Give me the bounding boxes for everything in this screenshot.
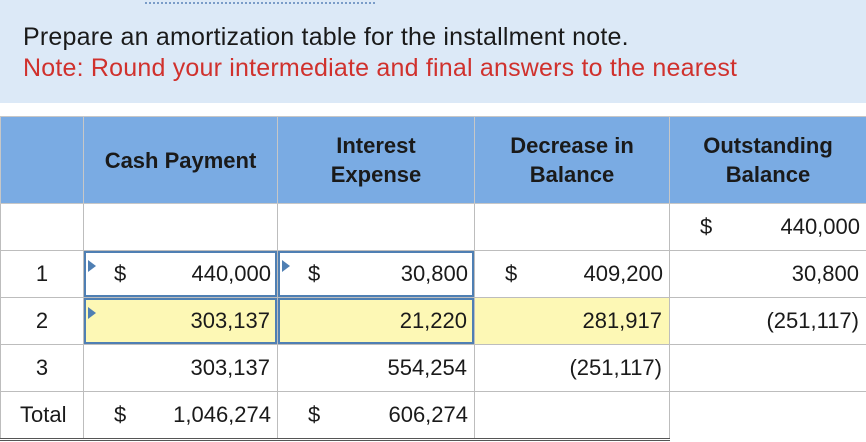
total-cash-payment-value: 1,046,274 xyxy=(173,402,271,427)
header-cash-payment: Cash Payment xyxy=(84,117,278,204)
interest-expense-input[interactable]: 21,220 xyxy=(278,298,475,345)
dotted-divider xyxy=(145,2,375,4)
rounding-note: Note: Round your intermediate and final answers to the nearest xyxy=(23,54,738,82)
amortization-table xyxy=(0,116,866,441)
total-row xyxy=(1,392,866,440)
decrease-value: 409,200 xyxy=(583,261,663,286)
decrease-cell xyxy=(475,204,670,251)
outstanding-balance-cell xyxy=(670,204,866,251)
decrease-cell[interactable]: (251,117) xyxy=(475,345,670,392)
table-row xyxy=(1,251,866,298)
decrease-cell[interactable] xyxy=(475,251,670,298)
cash-payment-input[interactable]: 303,137 xyxy=(84,298,278,345)
header-interest-expense: Interest Expense xyxy=(278,117,475,204)
currency-symbol: $ xyxy=(114,402,127,427)
table-row xyxy=(1,345,866,392)
total-empty-cell xyxy=(670,392,866,440)
interest-expense-input[interactable] xyxy=(278,251,475,298)
outstanding-balance-cell[interactable] xyxy=(670,345,866,392)
currency-symbol: $ xyxy=(700,214,713,239)
total-interest-expense-cell[interactable] xyxy=(278,392,475,440)
period-label: 2 xyxy=(1,298,84,345)
total-interest-expense-value: 606,274 xyxy=(388,402,468,427)
instructions-panel xyxy=(0,0,866,103)
outstanding-value: 440,000 xyxy=(780,214,860,239)
cash-payment-input[interactable] xyxy=(84,251,278,298)
period-cell xyxy=(1,204,84,251)
period-label: 1 xyxy=(1,251,84,298)
cash-payment-value: 440,000 xyxy=(191,261,271,286)
table-row xyxy=(1,298,866,345)
total-label: Total xyxy=(1,392,84,440)
outstanding-balance-cell[interactable]: (251,117) xyxy=(670,298,866,345)
currency-symbol: $ xyxy=(505,261,518,286)
header-period xyxy=(1,117,84,204)
total-cash-payment-cell[interactable] xyxy=(84,392,278,440)
cash-payment-cell[interactable]: 303,137 xyxy=(84,345,278,392)
table-row-initial xyxy=(1,204,866,251)
header-outstanding-balance: Outstanding Balance xyxy=(670,117,866,204)
outstanding-balance-cell[interactable]: 30,800 xyxy=(670,251,866,298)
header-decrease-in-balance: Decrease in Balance xyxy=(475,117,670,204)
total-decrease-cell[interactable] xyxy=(475,392,670,440)
instruction-text: Prepare an amortization table for the installment note. xyxy=(23,23,629,51)
header-row xyxy=(1,117,866,204)
cash-payment-cell xyxy=(84,204,278,251)
decrease-input[interactable]: 281,917 xyxy=(475,298,670,345)
currency-symbol: $ xyxy=(308,261,321,286)
interest-expense-value: 30,800 xyxy=(400,261,468,286)
interest-expense-cell[interactable]: 554,254 xyxy=(278,345,475,392)
currency-symbol: $ xyxy=(308,402,321,427)
interest-expense-cell xyxy=(278,204,475,251)
period-label: 3 xyxy=(1,345,84,392)
currency-symbol: $ xyxy=(114,261,127,286)
